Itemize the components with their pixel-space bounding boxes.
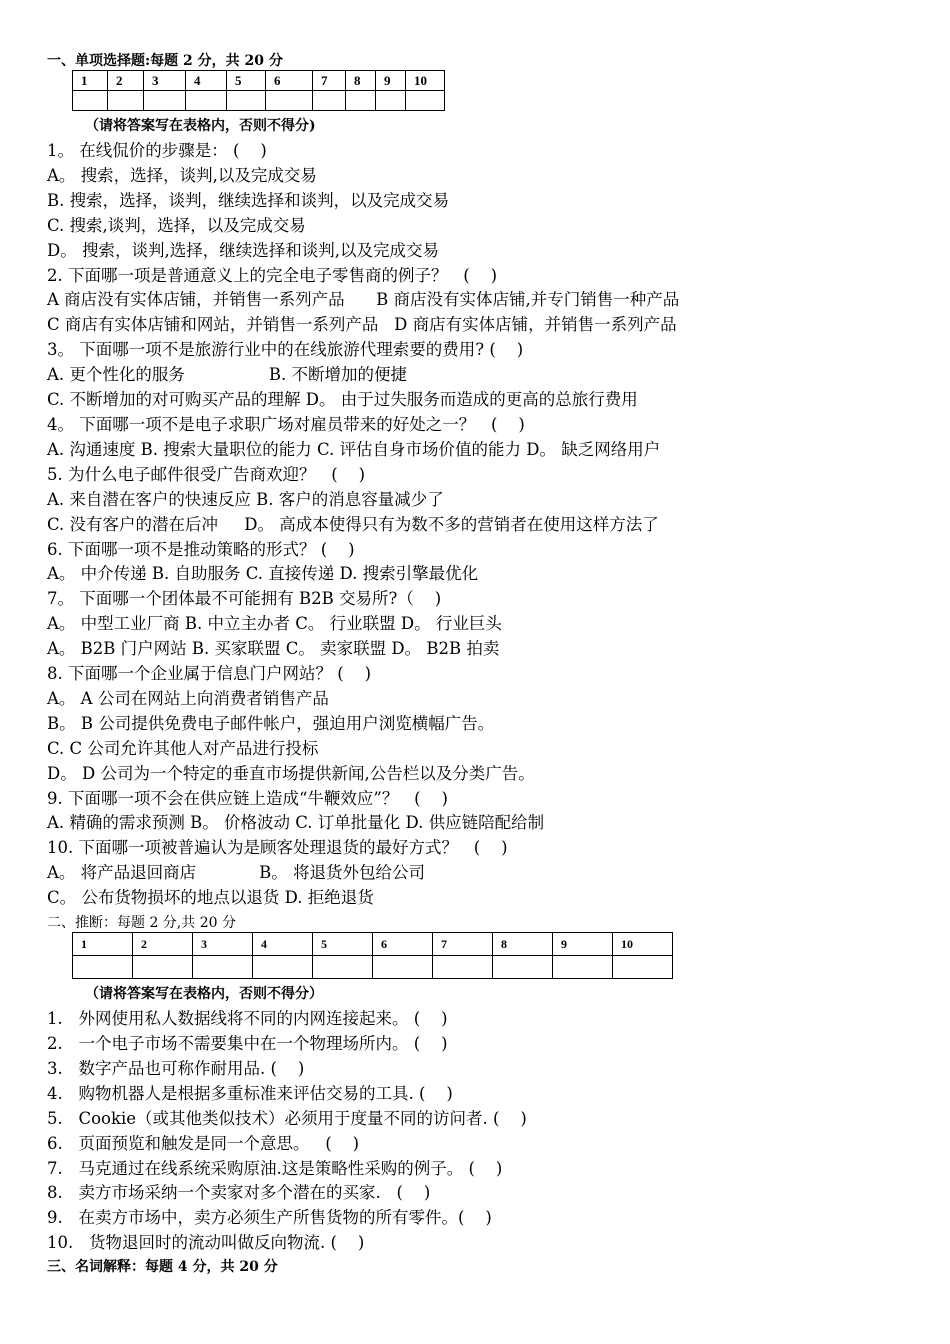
statement-line: 6. 页面预览和触发是同一个意思。 ( ) — [47, 1133, 360, 1153]
question-line: B. 搜索，选择，谈判，继续选择和谈判，以及完成交易 — [47, 190, 450, 210]
section2-note: （请将答案写在表格内，否则不得分） — [85, 986, 323, 1003]
answer-cell[interactable] — [266, 91, 313, 111]
question-line: A. 更个性化的服务 B. 不断增加的便捷 — [47, 365, 407, 385]
answer-table-1-header-row — [73, 71, 445, 91]
question-line: A。 B2B 门户网站 B. 买家联盟 C。 卖家联盟 D。 B2B 拍卖 — [47, 639, 500, 659]
section3-title: 三、名词解释：每题 4 分，共 20 分 — [47, 1259, 278, 1276]
statement-line: 1. 外网使用私人数据线将不同的内网连接起来。 ( ) — [47, 1009, 448, 1029]
question-line: 1。 在线侃价的步骤是： ( ) — [47, 141, 267, 160]
question-line: 4。 下面哪一项不是电子求职广场对雇员带来的好处之一？ ( ) — [47, 414, 525, 434]
question-line: 8. 下面哪一个企业属于信息门户网站？ ( ) — [47, 664, 372, 684]
answer-header-cell: 9 — [553, 933, 613, 956]
statement-line: 5. Cookie（或其他类似技术）必须用于度量不同的访问者. ( ) — [47, 1108, 527, 1128]
section2-title: 二、推断：每题 2 分,共 20 分 — [47, 915, 236, 932]
answer-cell[interactable] — [193, 956, 253, 979]
answer-header-cell: 10 — [613, 933, 673, 956]
question-line: A. 沟通速度 B. 搜索大量职位的能力 C. 评估自身市场价值的能力 D。 缺乏网络用户 — [47, 439, 661, 459]
question-line: C. 搜索,谈判，选择，以及完成交易 — [47, 215, 306, 235]
answer-header-cell: 7 — [433, 933, 493, 956]
question-line: 6. 下面哪一项不是推动策略的形式？ ( ) — [47, 539, 355, 559]
section1-questions — [47, 139, 927, 911]
question-line: 2. 下面哪一项是普通意义上的完全电子零售商的例子？ ( ) — [47, 265, 498, 285]
answer-header-cell: 3 — [144, 71, 186, 91]
answer-table-1 — [72, 70, 445, 111]
question-line: A 商店没有实体店铺，并销售一系列产品 B 商店没有实体店铺,并专门销售一种产品 — [47, 290, 680, 310]
question-line: A。 中介传递 B. 自助服务 C. 直接传递 D. 搜索引擎最优化 — [47, 564, 479, 584]
answer-header-cell: 8 — [493, 933, 553, 956]
question-line: C. C 公司允许其他人对产品进行投标 — [47, 738, 319, 758]
answer-cell[interactable] — [186, 91, 227, 111]
statement-line: 4. 购物机器人是根据多重标准来评估交易的工具. ( ) — [47, 1083, 453, 1103]
answer-cell[interactable] — [313, 956, 373, 979]
answer-cell[interactable] — [108, 91, 144, 111]
answer-cell[interactable] — [433, 956, 493, 979]
answer-cell[interactable] — [144, 91, 186, 111]
answer-cell[interactable] — [133, 956, 193, 979]
question-line: A。 将产品退回商店 B。 将退货外包给公司 — [47, 863, 425, 883]
answer-cell[interactable] — [376, 91, 406, 111]
answer-header-cell: 4 — [253, 933, 313, 956]
answer-header-cell: 9 — [376, 71, 406, 91]
answer-cell[interactable] — [313, 91, 346, 111]
answer-header-cell: 1 — [73, 71, 108, 91]
statement-line: 8. 卖方市场采纳一个卖家对多个潜在的买家. ( ) — [47, 1183, 431, 1203]
answer-table-2-header-row — [73, 933, 673, 956]
question-line: D。 搜索，谈判,选择，继续选择和谈判,以及完成交易 — [47, 240, 439, 260]
answer-header-cell: 6 — [266, 71, 313, 91]
question-line: C。 公布货物损坏的地点以退货 D. 拒绝退货 — [47, 888, 374, 908]
exam-page — [47, 52, 927, 1276]
question-line: D。 D 公司为一个特定的垂直市场提供新闻,公告栏以及分类广告。 — [47, 763, 535, 783]
answer-header-cell: 5 — [313, 933, 373, 956]
answer-cell[interactable] — [346, 91, 376, 111]
statement-line: 10. 货物退回时的流动叫做反向物流. ( ) — [47, 1233, 365, 1253]
question-line: A. 精确的需求预测 B。 价格波动 C. 订单批量化 D. 供应链陪配给制 — [47, 813, 545, 833]
question-line: C. 没有客户的潜在后冲 D。 高成本使得只有为数不多的营销者在使用这样方法了 — [47, 514, 659, 534]
question-line: 3。 下面哪一项不是旅游行业中的在线旅游代理索要的费用? ( ) — [47, 340, 524, 360]
answer-header-cell: 3 — [193, 933, 253, 956]
answer-header-cell: 5 — [227, 71, 266, 91]
answer-table-1-input-row — [73, 91, 445, 111]
question-line: 10. 下面哪一项被普遍认为是顾客处理退货的最好方式？ ( ) — [47, 838, 508, 858]
question-line: C. 不断增加的对可购买产品的理解 D。 由于过失服务而造成的更高的总旅行费用 — [47, 390, 638, 410]
answer-cell[interactable] — [253, 956, 313, 979]
answer-cell[interactable] — [73, 91, 108, 111]
answer-cell[interactable] — [73, 956, 133, 979]
statement-line: 9. 在卖方市场中，卖方必须生产所售货物的所有零件。( ) — [47, 1208, 492, 1228]
answer-header-cell: 10 — [406, 71, 445, 91]
question-line: 5. 为什么电子邮件很受广告商欢迎？ ( ) — [47, 464, 366, 484]
answer-table-2 — [72, 932, 673, 979]
question-line: 9. 下面哪一项不会在供应链上造成“牛鞭效应”？ ( ) — [47, 788, 448, 808]
question-line: A。 A 公司在网站上向消费者销售产品 — [47, 688, 329, 708]
question-line: 7。 下面哪一个团体最不可能拥有 B2B 交易所?（ ) — [47, 589, 442, 609]
section2-questions — [47, 1007, 927, 1256]
answer-cell[interactable] — [553, 956, 613, 979]
answer-table-2-input-row — [73, 956, 673, 979]
answer-header-cell: 6 — [373, 933, 433, 956]
answer-header-cell: 4 — [186, 71, 227, 91]
statement-line: 2. 一个电子市场不需要集中在一个物理场所内。 ( ) — [47, 1034, 448, 1053]
question-line: A。 搜索，选择，谈判,以及完成交易 — [47, 165, 317, 185]
answer-cell[interactable] — [406, 91, 445, 111]
answer-cell[interactable] — [227, 91, 266, 111]
question-line: A. 来自潜在客户的快速反应 B. 客户的消息容量减少了 — [47, 489, 444, 509]
answer-header-cell: 2 — [133, 933, 193, 956]
answer-cell[interactable] — [613, 956, 673, 979]
statement-line: 3. 数字产品也可称作耐用品. ( ) — [47, 1058, 305, 1078]
statement-line: 7. 马克通过在线系统采购原油.这是策略性采购的例子。 ( ) — [47, 1158, 503, 1178]
answer-header-cell: 1 — [73, 933, 133, 956]
question-line: A。 中型工业厂商 B. 中立主办者 C。 行业联盟 D。 行业巨头 — [47, 614, 502, 634]
question-line: B。 B 公司提供免费电子邮件帐户，强迫用户浏览横幅广告。 — [47, 713, 495, 733]
answer-header-cell: 2 — [108, 71, 144, 91]
answer-cell[interactable] — [493, 956, 553, 979]
answer-header-cell: 7 — [313, 71, 346, 91]
answer-header-cell: 8 — [346, 71, 376, 91]
question-line: C 商店有实体店铺和网站，并销售一系列产品 D 商店有实体店铺，并销售一系列产品 — [47, 315, 677, 335]
section1-note: （请将答案写在表格内，否则不得分) — [85, 118, 316, 134]
section1-title: 一、单项选择题:每题 2 分，共 20 分 — [47, 53, 283, 69]
answer-cell[interactable] — [373, 956, 433, 979]
